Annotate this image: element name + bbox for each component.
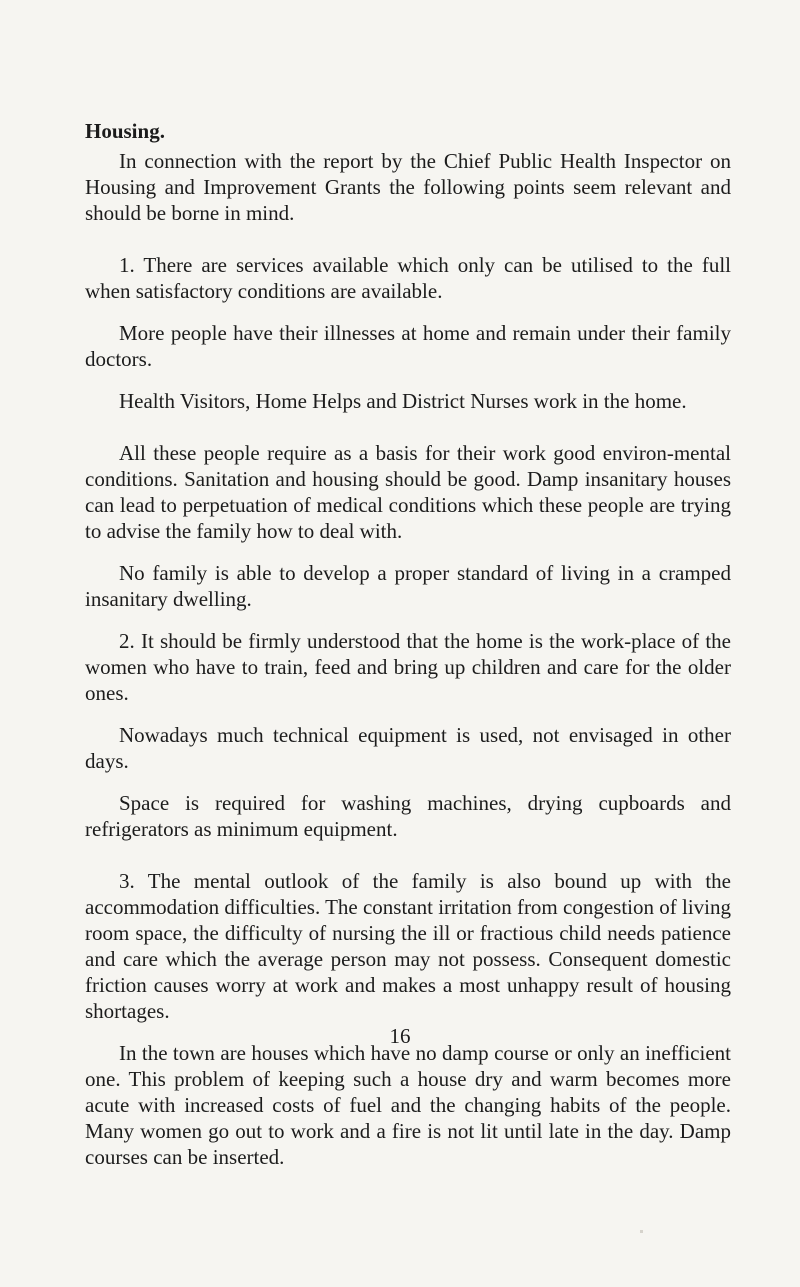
paragraph-point-2: 2. It should be firmly understood that the home is the work-place of the women who have to train, feed and bring up children and care for the older ones. [85,629,731,705]
paragraph-technical-equipment: Nowadays much technical equipment is used, not envisaged in other days. [85,723,731,773]
section-heading: Housing. [85,119,165,143]
scan-speck [640,1230,643,1233]
paragraph-standard-of-living: No family is able to develop a proper standard of living in a cramped insanitary dwelling. [85,561,731,611]
page-number: 16 [389,1024,411,1048]
paragraph-point-3: 3. The mental outlook of the family is also bound up with the accommodation difficulties. The constant irritation from congestion of living room space, the difficulty of nursing the ill or fractious child needs patience and care which the average person may not possess. Consequent domestic friction causes worry at work and makes a most unhappy result of housing shortages. [85,869,731,1023]
paragraph-intro: In connection with the report by the Chief Public Health Inspector on Housing and Improvement Grants the following points seem relevant and should be borne in mind. [85,149,731,225]
paragraph-point-1: 1. There are services available which only can be utilised to the full when satisfactory conditions are available. [85,253,731,303]
paragraph-space-required: Space is required for washing machines, drying cupboards and refrigerators as minimum equipment. [85,791,731,841]
document-body [85,118,731,1170]
paragraph-damp-course: In the town are houses which have no damp course or only an inefficient one. This problem of keeping such a house dry and warm becomes more acute with increased costs of fuel and the changing habits of the people. Many women go out to work and a fire is not lit until late in the day. Damp courses can be inserted. [85,1041,731,1169]
paragraph-illnesses: More people have their illnesses at home and remain under their family doctors. [85,321,731,371]
paragraph-environmental: All these people require as a basis for their work good environ-mental conditions. Sanitation and housing should be good. Damp insanitary houses can lead to perpetuation of medical conditions which these people are trying to advise the family how to deal with. [85,441,731,543]
paragraph-health-visitors: Health Visitors, Home Helps and District Nurses work in the home. [119,389,687,413]
